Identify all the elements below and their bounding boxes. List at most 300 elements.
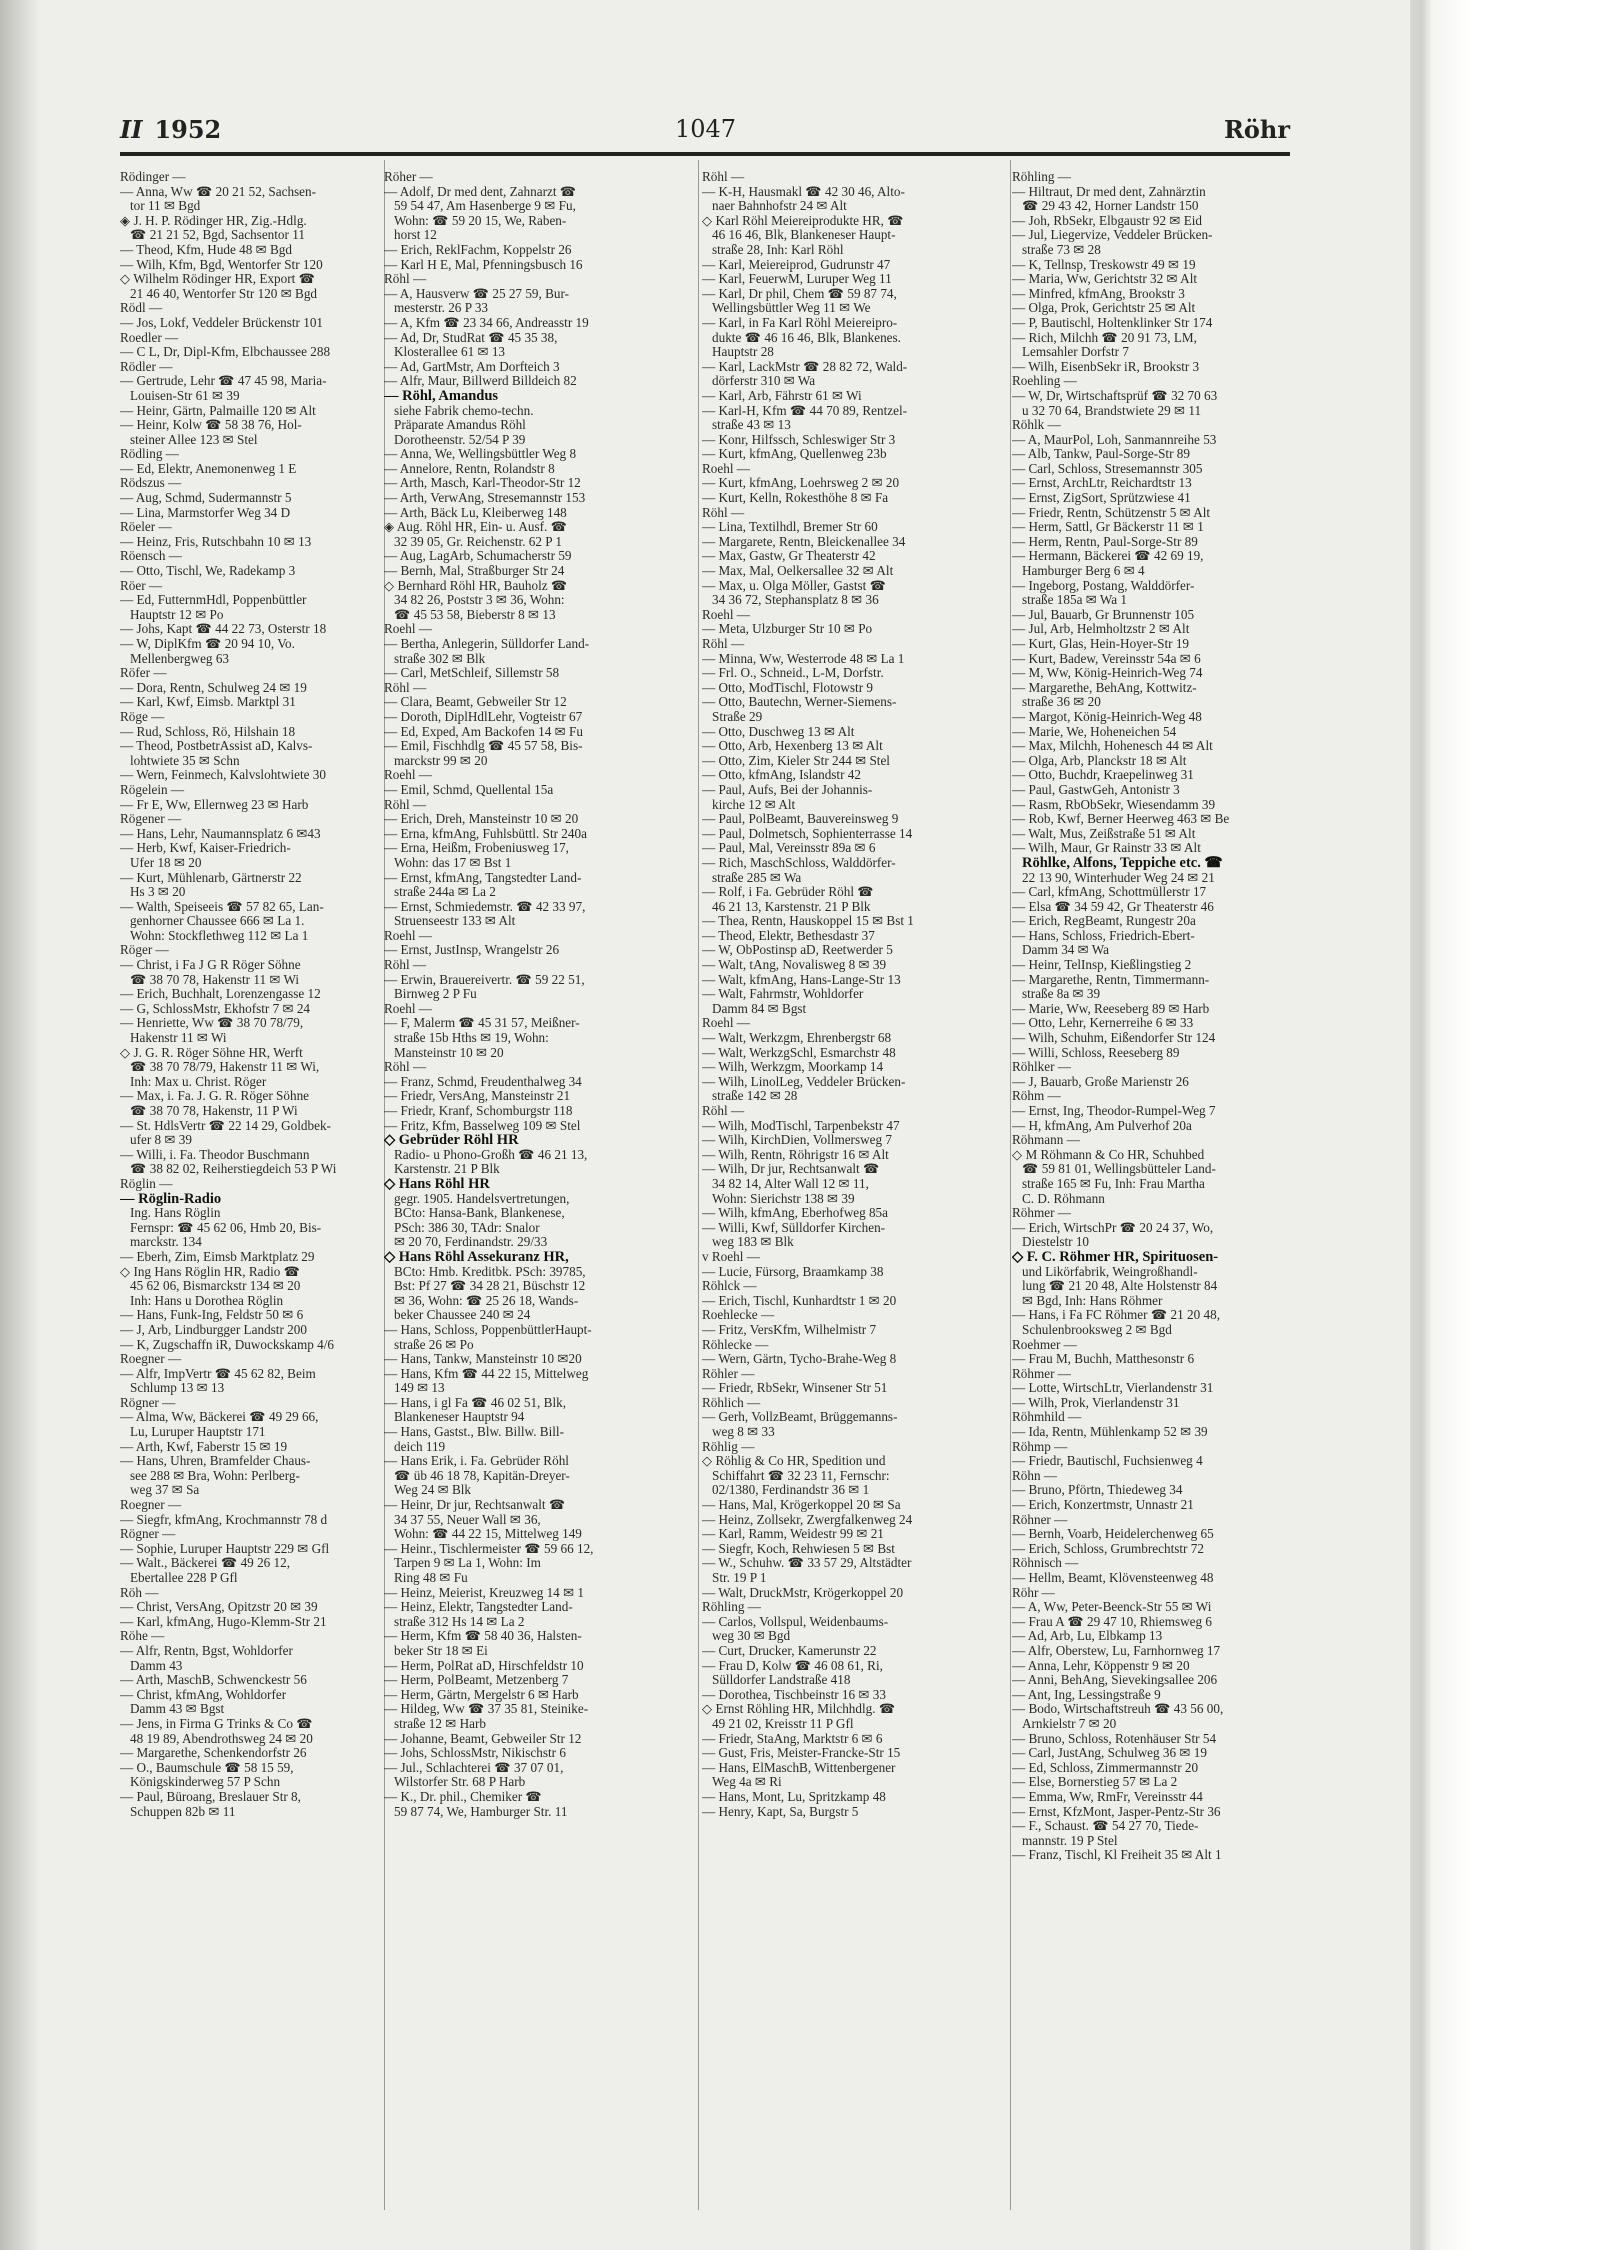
directory-entry-line: Lu, Luruper Hauptstr 171 [130, 1425, 266, 1440]
directory-entry-line: — Carl, kfmAng, Schottmüllerstr 17 [1012, 885, 1207, 900]
directory-entry-line: — Otto, Bautechn, Werner-Siemens- [702, 695, 897, 710]
directory-entry-line: Röhlke, Alfons, Teppiche etc. ☎ [1022, 855, 1223, 871]
directory-entry-line: — Max, i. Fa. J. G. R. Röger Söhne [120, 1089, 310, 1104]
directory-entry-line: ◇ Ing Hans Röglin HR, Radio ☎ [120, 1264, 301, 1279]
directory-entry-line: — Herm, Sattl, Gr Bäckerstr 11 ✉ 1 [1012, 520, 1204, 535]
directory-entry-line: — Hans, Mont, Lu, Spritzkamp 48 [702, 1789, 886, 1804]
surname-heading: Roehl — [702, 461, 750, 476]
directory-entry-line: kirche 12 ✉ Alt [712, 797, 796, 812]
directory-entry-line: 34 82 26, Poststr 3 ✉ 36, Wohn: [394, 593, 565, 608]
directory-entry-line: straße 312 Hs 14 ✉ La 2 [394, 1614, 525, 1629]
surname-heading: Rödinger — [120, 170, 186, 184]
directory-entry-line: — Karl, Ramm, Weidestr 99 ✉ 21 [702, 1527, 884, 1542]
directory-entry-line: — Friedr, Kranf, Schomburgstr 118 [384, 1104, 573, 1118]
surname-heading: Roehl — [384, 768, 432, 783]
directory-entry-line: — Wilh, ModTischl, Tarpenbekstr 47 [702, 1118, 900, 1133]
directory-entry-line: Damm 84 ✉ Bgst [712, 1001, 807, 1016]
directory-entry-line: — Fr E, Ww, Ellernweg 23 ✉ Harb [120, 797, 309, 812]
directory-entry-line: — Ernst, kfmAng, Tangstedter Land- [384, 870, 582, 885]
directory-entry-line: straße 8a ✉ 39 [1022, 987, 1101, 1002]
directory-entry-line: gegr. 1905. Handelsvertretungen, [394, 1191, 570, 1206]
directory-entry-line: Mellenbergweg 63 [130, 651, 230, 666]
directory-entry-line: Hakenstr 11 ✉ Wi [130, 1031, 227, 1046]
directory-entry-line: — W, DiplKfm ☎ 20 94 10, Vo. [120, 637, 295, 651]
directory-entry-line: — Wilh, Prok, Vierlandenstr 31 [1012, 1395, 1180, 1410]
directory-entry-line: — Jul., Schlachterei ☎ 37 07 01, [384, 1760, 564, 1775]
directory-entry-line: Ufer 18 ✉ 20 [130, 855, 202, 870]
directory-entry-line: Schuppen 82b ✉ 11 [130, 1804, 236, 1819]
directory-entry-line: ☎ 38 70 78, Hakenstr 11 ✉ Wi [130, 972, 300, 987]
directory-entry-line: — Ad, GartMstr, Am Dorfteich 3 [384, 359, 560, 374]
directory-entry-line: — Lucie, Fürsorg, Braamkamp 38 [702, 1264, 884, 1279]
directory-entry-line: und Likörfabrik, Weingroßhandl- [1022, 1264, 1198, 1279]
directory-entry-line: Ing. Hans Röglin [130, 1206, 221, 1221]
directory-entry-line: — W, ObPostinsp aD, Reetwerder 5 [702, 943, 893, 958]
directory-entry-line: — Johs, Kapt ☎ 44 22 73, Osterstr 18 [120, 622, 327, 637]
surname-heading: Röhl — [702, 1104, 745, 1118]
directory-entry-line: — Franz, Schmd, Freudenthalweg 34 [384, 1074, 582, 1089]
directory-entry-line: — Willi, Schloss, Reeseberg 89 [1012, 1045, 1180, 1060]
directory-entry-line: — Hans, i Fa FC Röhmer ☎ 21 20 48, [1012, 1308, 1221, 1323]
surname-heading: Roehl — [384, 928, 432, 943]
directory-entry-line: mesterstr. 26 P 33 [394, 301, 489, 316]
directory-entry-line: — Meta, Ulzburger Str 10 ✉ Po [702, 622, 873, 637]
directory-entry-line: — Karl, LackMstr ☎ 28 82 72, Wald- [702, 359, 908, 374]
directory-entry-line: — Siegfr, kfmAng, Krochmannstr 78 d [120, 1512, 328, 1527]
directory-entry-line: Damm 34 ✉ Wa [1022, 943, 1110, 958]
directory-entry-line: — Paul, Büroang, Breslauer Str 8, [120, 1789, 301, 1804]
directory-entry-line: ☎ 38 70 78, Hakenstr, 11 P Wi [130, 1104, 298, 1118]
directory-entry-line: — Hans, Schloss, PoppenbüttlerHaupt- [384, 1322, 592, 1337]
directory-entry-line: — Hans, Kfm ☎ 44 22 15, Mittelweg [384, 1366, 589, 1381]
directory-entry-line: — Karl, in Fa Karl Röhl Meiereipro- [702, 315, 898, 330]
directory-entry-line: — Heinz, Elektr, Tangstedter Land- [384, 1600, 573, 1615]
directory-entry-line: straße 73 ✉ 28 [1022, 242, 1101, 257]
directory-entry-line: — Alfr, ImpVertr ☎ 45 62 82, Beim [120, 1366, 316, 1381]
directory-entry-line: ◇ Ernst Röhling HR, Milchhdlg. ☎ [702, 1702, 896, 1717]
directory-entry-line: — Ed, Schloss, Zimmermannstr 20 [1012, 1760, 1199, 1775]
directory-entry-line: — W., Schuhw. ☎ 33 57 29, Altstädter [702, 1556, 912, 1571]
directory-entry-line: Wilstorfer Str. 68 P Harb [394, 1775, 526, 1790]
surname-heading: Rödling — [120, 447, 179, 462]
directory-entry-line: — Erna, kfmAng, Fuhlsbüttl. Str 240a [384, 826, 587, 841]
directory-entry-line: — Rolf, i Fa. Gebrüder Röhl ☎ [702, 885, 874, 900]
directory-entry-line: genhorner Chaussee 666 ✉ La 1. [130, 914, 305, 929]
directory-entry-line: — Christ, kfmAng, Wohldorfer [120, 1687, 287, 1702]
directory-entry-line: — Walt, Mus, Zeißstraße 51 ✉ Alt [1012, 826, 1196, 841]
surname-heading: Röhling — [1012, 170, 1071, 184]
directory-entry-line: Fernspr: ☎ 45 62 06, Hmb 20, Bis- [130, 1220, 322, 1235]
directory-entry-line: — Otto, ModTischl, Flotowstr 9 [702, 680, 873, 695]
surname-heading: Rödszus — [120, 476, 182, 491]
directory-entry-line: — Johanne, Beamt, Gebweiler Str 12 [384, 1731, 582, 1746]
directory-entry-line: ◈ J. H. P. Rödinger HR, Zig.-Hdlg. [120, 213, 307, 228]
surname-heading: Röhl — [384, 272, 427, 287]
directory-entry-line: — Wilh, Rentn, Röhrigstr 16 ✉ Alt [702, 1147, 889, 1162]
directory-entry-line: — Heinr, TelInsp, Kießlingstieg 2 [1012, 958, 1192, 973]
surname-heading: Röhl — [384, 680, 427, 695]
directory-entry-line: — Röglin-Radio [120, 1191, 222, 1207]
directory-entry-line: — Friedr, Rentn, Schützenstr 5 ✉ Alt [1012, 505, 1211, 520]
directory-entry-line: — Alb, Tankw, Paul-Sorge-Str 89 [1012, 447, 1190, 462]
directory-entry-line: — Erna, Heißm, Frobeniusweg 17, [384, 841, 569, 856]
directory-entry-line: — Herb, Kwf, Kaiser-Friedrich- [120, 841, 291, 856]
directory-column-4 [1012, 170, 1334, 1863]
directory-entry-line: — Hellm, Beamt, Klövensteenweg 48 [1012, 1571, 1214, 1585]
directory-entry-line: — Hans, ElMaschB, Wittenbergener [702, 1760, 896, 1775]
directory-entry-line: — G, SchlossMstr, Ekhofstr 7 ✉ 24 [120, 1001, 311, 1016]
directory-entry-line: — Alfr, Oberstew, Lu, Farnhornweg 17 [1012, 1643, 1221, 1658]
directory-entry-line: — Rich, MaschSchloss, Walddörfer- [702, 855, 896, 870]
surname-heading: Roehl — [702, 1016, 750, 1031]
directory-entry-line: — Alfr, Rentn, Bgst, Wohldorfer [120, 1643, 293, 1658]
directory-entry-line: 49 21 02, Kreisstr 11 P Gfl [712, 1716, 854, 1731]
surname-heading: Röhner — [1012, 1512, 1068, 1527]
directory-entry-line: Arnkielstr 7 ✉ 20 [1022, 1716, 1117, 1731]
directory-entry-line: — Margarethe, BehAng, Kottwitz- [1012, 680, 1197, 695]
directory-entry-line: 45 62 06, Bismarckstr 134 ✉ 20 [130, 1279, 301, 1294]
directory-entry-line: — Christ, VersAng, Opitzstr 20 ✉ 39 [120, 1600, 318, 1615]
directory-entry-line: tor 11 ✉ Bgd [130, 199, 201, 214]
directory-entry-line: — Kurt, Mühlenarb, Gärtnerstr 22 [120, 870, 302, 885]
directory-entry-line: steiner Allee 123 ✉ Stel [130, 432, 258, 447]
directory-entry-line: — K, Zugschaffn iR, Duwockskamp 4/6 [120, 1337, 335, 1352]
directory-entry-line: — Hans, Uhren, Bramfelder Chaus- [120, 1454, 311, 1469]
directory-entry-line: beker Chaussee 240 ✉ 24 [394, 1308, 531, 1323]
directory-entry-line: naer Bahnhofstr 24 ✉ Alt [712, 199, 847, 214]
directory-entry-line: — Hans Erik, i. Fa. Gebrüder Röhl [384, 1454, 569, 1469]
directory-entry-line: — Christ, i Fa J G R Röger Söhne [120, 958, 301, 973]
directory-entry-line: 46 21 13, Karstenstr. 21 P Blk [712, 899, 871, 914]
directory-entry-line: — Herm, PolRat aD, Hirschfeldstr 10 [384, 1658, 584, 1673]
directory-entry-line: ✉ 36, Wohn: ☎ 25 26 18, Wands- [394, 1293, 579, 1308]
directory-entry-line: — Ed, Exped, Am Backofen 14 ✉ Fu [384, 724, 583, 739]
directory-entry-line: — Franz, Tischl, Kl Freiheit 35 ✉ Alt 1 [1012, 1848, 1222, 1863]
directory-entry-line: — Aug, Schmd, Sudermannstr 5 [120, 491, 292, 506]
directory-entry-line: — Hans, Funk-Ing, Feldstr 50 ✉ 6 [120, 1308, 304, 1323]
directory-entry-line: — O., Baumschule ☎ 58 15 59, [120, 1760, 294, 1775]
directory-entry-line: ufer 8 ✉ 39 [130, 1133, 192, 1148]
directory-entry-line: — Arth, Kwf, Faberstr 15 ✉ 19 [120, 1439, 288, 1454]
directory-entry-line: — P, Bautischl, Holtenklinker Str 174 [1012, 315, 1213, 330]
directory-entry-line: — Fritz, Kfm, Basselweg 109 ✉ Stel [384, 1118, 581, 1133]
directory-entry-line: PSch: 386 30, TAdr: Snalor [394, 1220, 540, 1235]
directory-entry-line: — Heinr., Tischlermeister ☎ 59 66 12, [384, 1541, 594, 1556]
directory-entry-line: straße 26 ✉ Po [394, 1337, 474, 1352]
directory-entry-line: Wohn: Stockflethweg 112 ✉ La 1 [130, 928, 309, 943]
directory-entry-line: — Karl, Meiereiprod, Gudrunstr 47 [702, 257, 891, 272]
directory-entry-line: — Karl, FeuerwM, Luruper Weg 11 [702, 272, 892, 287]
directory-entry-line: Blankeneser Hauptstr 94 [394, 1410, 525, 1425]
surname-heading: Rögner — [120, 1395, 176, 1410]
directory-entry-line: — Friedr, StaAng, Marktstr 6 ✉ 6 [702, 1731, 883, 1746]
directory-entry-line: — Paul, GastwGeh, Antonistr 3 [1012, 782, 1180, 797]
page-number: 1047 [675, 115, 737, 143]
directory-entry-line: weg 37 ✉ Sa [130, 1483, 200, 1498]
directory-entry-line: 149 ✉ 13 [394, 1381, 445, 1396]
directory-entry-line: — Hans, Lehr, Naumannsplatz 6 ✉43 [120, 826, 321, 841]
directory-entry-line: — Carl, Schloss, Stresemannstr 305 [1012, 461, 1203, 476]
directory-entry-line: — Erwin, Brauereivertr. ☎ 59 22 51, [384, 972, 585, 987]
directory-entry-line: — Otto, Duschweg 13 ✉ Alt [702, 724, 855, 739]
directory-column-2 [384, 170, 706, 1819]
page-binding-shadow [0, 0, 40, 2250]
directory-entry-line: — Otto, kfmAng, Islandstr 42 [702, 768, 861, 783]
directory-entry-line: — Röhl, Amandus [384, 388, 499, 404]
directory-entry-line: Wohn: ☎ 59 20 15, We, Raben- [394, 213, 567, 228]
surname-heading: Röhmhild — [1012, 1410, 1082, 1425]
directory-entry-line: — Wern, Gärtn, Tycho-Brahe-Weg 8 [702, 1352, 897, 1367]
directory-entry-line: — Doroth, DiplHdlLehr, Vogteistr 67 [384, 709, 583, 724]
directory-entry-line: — Erich, Buchhalt, Lorenzengasse 12 [120, 987, 321, 1002]
surname-heading: Röhlck — [702, 1279, 757, 1294]
directory-entry-line: straße 244a ✉ La 2 [394, 885, 496, 900]
directory-entry-line: — Hans, Schloss, Friedrich-Ebert- [1012, 928, 1195, 943]
directory-entry-line: marckstr. 134 [130, 1235, 202, 1250]
surname-heading: Röhmer — [1012, 1366, 1071, 1381]
directory-entry-line: — Frl. O., Schneid., L-M, Dorfstr. [702, 666, 884, 681]
directory-entry-line: deich 119 [394, 1439, 446, 1454]
directory-entry-line: — Minna, Ww, Westerrode 48 ✉ La 1 [702, 651, 905, 666]
directory-entry-line: Schulenbrooksweg 2 ✉ Bgd [1022, 1322, 1172, 1337]
directory-entry-line: Birnweg 2 P Fu [394, 987, 477, 1002]
directory-entry-line: — Herm, Rentn, Paul-Sorge-Str 89 [1012, 534, 1198, 549]
surname-heading: Roegner — [120, 1498, 182, 1513]
directory-entry-line: — Kurt, Kelln, Rokesthöhe 8 ✉ Fa [702, 491, 889, 506]
directory-entry-line: straße 12 ✉ Harb [394, 1716, 486, 1731]
directory-entry-line: — Walth, Speiseeis ☎ 57 82 65, Lan- [120, 899, 324, 914]
directory-entry-line: — Margot, König-Heinrich-Weg 48 [1012, 709, 1202, 724]
directory-entry-line: Mansteinstr 10 ✉ 20 [394, 1045, 504, 1060]
directory-entry-line: — J, Bauarb, Große Marienstr 26 [1012, 1074, 1189, 1089]
directory-entry-line: — Gust, Fris, Meister-Francke-Str 15 [702, 1746, 901, 1761]
directory-entry-line: — Carl, JustAng, Schulweg 36 ✉ 19 [1012, 1746, 1207, 1761]
directory-entry-line: Damm 43 [130, 1658, 183, 1673]
directory-entry-line: — Maria, Ww, Gerichtstr 32 ✉ Alt [1012, 272, 1198, 287]
directory-entry-line: 46 16 46, Blk, Blankeneser Haupt- [712, 228, 896, 243]
directory-entry-line: — Ida, Rentn, Mühlenkamp 52 ✉ 39 [1012, 1425, 1208, 1440]
directory-entry-line: ◇ Röhlig & Co HR, Spedition und [702, 1454, 886, 1469]
directory-entry-line: — A, Kfm ☎ 23 34 66, Andreasstr 19 [384, 315, 589, 330]
directory-entry-line: 22 13 90, Winterhuder Weg 24 ✉ 21 [1022, 870, 1215, 885]
directory-entry-line: Karstenstr. 21 P Blk [394, 1162, 500, 1177]
directory-entry-line: — Margarete, Rentn, Bleickenallee 34 [702, 534, 906, 549]
directory-entry-line: — Wilh, kfmAng, Eberhofweg 85a [702, 1206, 889, 1221]
directory-entry-line: — Henriette, Ww ☎ 38 70 78/79, [120, 1016, 304, 1031]
directory-entry-line: — M, Ww, König-Heinrich-Weg 74 [1012, 666, 1203, 681]
directory-entry-line: — Walt., Bäckerei ☎ 49 26 12, [120, 1556, 291, 1571]
directory-entry-line: — Theod, PostbetrAssist aD, Kalvs- [120, 739, 313, 754]
directory-entry-line: Tarpen 9 ✉ La 1, Wohn: Im [394, 1556, 541, 1571]
directory-entry-line: — Ernst, ZigSort, Sprützwiese 41 [1012, 491, 1191, 506]
directory-entry-line: — Karl-H, Kfm ☎ 44 70 89, Rentzel- [702, 403, 908, 418]
directory-entry-line: C. D. Röhmann [1022, 1191, 1105, 1206]
directory-entry-line: — Ad, Arb, Lu, Elbkamp 13 [1012, 1629, 1163, 1644]
directory-entry-line: Damm 43 ✉ Bgst [130, 1702, 225, 1717]
surname-heading: Röhl — [384, 797, 427, 812]
directory-entry-line: Hs 3 ✉ 20 [130, 885, 186, 900]
directory-entry-line: — Willi, Kwf, Sülldorfer Kirchen- [702, 1220, 886, 1235]
directory-entry-line: ☎ 21 21 52, Bgd, Sachsentor 11 [130, 228, 305, 243]
directory-entry-line: — Arth, VerwAng, Stresemannstr 153 [384, 491, 586, 506]
directory-entry-line: — Otto, Tischl, We, Radekamp 3 [120, 564, 296, 579]
directory-entry-line: — Ad, Dr, StudRat ☎ 45 35 38, [384, 330, 558, 345]
directory-entry-line: — Margarethe, Rentn, Timmermann- [1012, 972, 1210, 987]
directory-entry-line: — St. HdlsVertr ☎ 22 14 29, Goldbek- [120, 1118, 331, 1133]
surname-heading: Röensch — [120, 549, 182, 564]
directory-entry-line: see 288 ✉ Bra, Wohn: Perlberg- [130, 1468, 300, 1483]
directory-entry-line: — Bruno, Pförtn, Thiedeweg 34 [1012, 1483, 1183, 1498]
directory-entry-line: — Erich, Konzertmstr, Unnastr 21 [1012, 1498, 1194, 1513]
directory-entry-line: ☎ 59 81 01, Wellingsbütteler Land- [1022, 1162, 1216, 1177]
directory-entry-line: — Max, u. Olga Möller, Gastst ☎ [702, 578, 887, 593]
directory-entry-line: Diestelstr 10 [1022, 1235, 1090, 1250]
surname-heading: Röhling — [702, 1600, 761, 1615]
directory-entry-line: — Karl, kfmAng, Hugo-Klemm-Str 21 [120, 1614, 327, 1629]
directory-entry-line: Weg 24 ✉ Blk [394, 1483, 472, 1498]
directory-entry-line: — Lina, Textilhdl, Bremer Str 60 [702, 520, 878, 535]
directory-entry-line: — Wilh, EisenbSekr iR, Brookstr 3 [1012, 359, 1200, 374]
surname-heading: Rögelein — [120, 782, 185, 797]
directory-entry-line: — J, Arb, Lindburgger Landstr 200 [120, 1322, 307, 1337]
directory-entry-line: — Lotte, WirtschLtr, Vierlandenstr 31 [1012, 1381, 1214, 1396]
directory-entry-line: — Jos, Lokf, Veddeler Brückenstr 101 [120, 315, 324, 330]
directory-entry-line: — Emil, Fischhdlg ☎ 45 57 58, Bis- [384, 739, 583, 754]
directory-entry-line: 48 19 89, Abendrothsweg 24 ✉ 20 [130, 1731, 313, 1746]
directory-entry-line: — Ernst, JustInsp, Wrangelstr 26 [384, 943, 560, 958]
surname-heading: Röhe — [120, 1629, 165, 1644]
directory-entry-line: — Heinr, Dr jur, Rechtsanwalt ☎ [384, 1498, 566, 1513]
directory-entry-line: — Otto, Lehr, Kernerreihe 6 ✉ 33 [1012, 1016, 1194, 1031]
directory-entry-line: — Herm, Gärtn, Mergelstr 6 ✉ Harb [384, 1687, 579, 1702]
surname-heading: Röhnisch — [1012, 1556, 1079, 1571]
surname-heading: Röglin — [120, 1176, 173, 1191]
directory-entry-line: 34 82 14, Alter Wall 12 ✉ 11, [712, 1176, 869, 1191]
surname-heading: Röhmann — [1012, 1133, 1080, 1148]
surname-heading: Röhmp — [1012, 1439, 1068, 1454]
directory-entry-line: weg 30 ✉ Bgd [712, 1629, 791, 1644]
directory-entry-line: — Annelore, Rentn, Rolandstr 8 [384, 461, 555, 476]
directory-entry-line: Weg 4a ✉ Ri [712, 1775, 782, 1790]
directory-entry-line: — Heinz, Zollsekr, Zwergfalkenweg 24 [702, 1512, 913, 1527]
directory-entry-line: — Aug, LagArb, Schumacherstr 59 [384, 549, 572, 564]
directory-entry-line: Wohn: ☎ 44 22 15, Mittelweg 149 [394, 1527, 582, 1542]
directory-entry-line: — Curt, Drucker, Kamerunstr 22 [702, 1643, 877, 1658]
directory-entry-line: — Walt, Werkzgm, Ehrenbergstr 68 [702, 1031, 892, 1046]
directory-entry-line: straße 165 ✉ Fu, Inh: Frau Martha [1022, 1176, 1205, 1191]
directory-entry-line: — Jul, Arb, Helmholtzstr 2 ✉ Alt [1012, 622, 1190, 637]
directory-entry-line: — Jul, Liegervize, Veddeler Brücken- [1012, 228, 1213, 243]
surname-heading: Röhlecke — [702, 1337, 769, 1352]
directory-entry-line: 02/1380, Ferdinandstr 36 ✉ 1 [712, 1483, 870, 1498]
directory-entry-line: Straße 29 [712, 709, 763, 724]
directory-entry-line: 59 87 74, We, Hamburger Str. 11 [394, 1804, 568, 1819]
surname-heading: Roehling — [1012, 374, 1077, 389]
directory-entry-line: — Anni, BehAng, Sievekingsallee 206 [1012, 1673, 1218, 1688]
directory-entry-line: — Hans, Tankw, Mansteinstr 10 ✉20 [384, 1352, 582, 1367]
directory-entry-line: — Wilh, KirchDien, Vollmersweg 7 [702, 1133, 892, 1148]
directory-column-3 [702, 170, 1024, 1819]
directory-entry-line: — Erich, Schloss, Grumbrechtstr 72 [1012, 1541, 1204, 1556]
directory-entry-line: BCto: Hansa-Bank, Blankenese, [394, 1206, 565, 1221]
header-rule [120, 152, 1290, 156]
directory-entry-line: weg 8 ✉ 33 [712, 1425, 775, 1440]
directory-entry-line: lohtwiete 35 ✉ Schn [130, 753, 240, 768]
surname-heading: Röhn — [1012, 1468, 1058, 1483]
directory-entry-line: Ebertallee 228 P Gfl [130, 1571, 238, 1585]
directory-entry-line: — Theod, Kfm, Hude 48 ✉ Bgd [120, 242, 292, 257]
directory-entry-line: — Erich, ReklFachm, Koppelstr 26 [384, 242, 572, 257]
directory-entry-line: — Karl, Kwf, Eimsb. Marktpl 31 [120, 695, 296, 710]
surname-heading: Röer — [120, 578, 163, 593]
directory-entry-line: — Theod, Elektr, Bethesdastr 37 [702, 928, 875, 943]
directory-entry-line: — Arth, Bäck Lu, Kleiberweg 148 [384, 505, 567, 520]
directory-entry-line: — Friedr, RbSekr, Winsener Str 51 [702, 1381, 888, 1396]
directory-entry-line: — Thea, Rentn, Hauskoppel 15 ✉ Bst 1 [702, 914, 914, 929]
directory-entry-line: — Fritz, VersKfm, Wilhelmistr 7 [702, 1322, 877, 1337]
surname-heading: Röhl — [702, 170, 745, 184]
directory-entry-line: — Kurt, kfmAng, Loehrsweg 2 ✉ 20 [702, 476, 900, 491]
surname-heading: v Roehl — [702, 1249, 760, 1264]
surname-heading: Röger — [120, 943, 169, 958]
directory-entry-line: — Rich, Milchh ☎ 20 91 73, LM, [1012, 330, 1197, 345]
surname-heading: Röhlich — [702, 1395, 761, 1410]
directory-entry-line: — Hans, Gastst., Blw. Billw. Bill- [384, 1425, 564, 1440]
directory-entry-line: — Wern, Feinmech, Kalvslohtwiete 30 [120, 768, 326, 783]
directory-entry-line: siehe Fabrik chemo-techn. [394, 403, 534, 418]
directory-entry-line: horst 12 [394, 228, 437, 243]
directory-entry-line: straße 43 ✉ 13 [712, 418, 791, 433]
directory-entry-line: — Friedr, Bautischl, Fuchsienweg 4 [1012, 1454, 1203, 1469]
directory-entry-line: — Max, Milchh, Hohenesch 44 ✉ Alt [1012, 739, 1213, 754]
surname-heading: Röhlker — [1012, 1060, 1071, 1075]
directory-entry-line: — Ernst, Schmiedemstr. ☎ 42 33 97, [384, 899, 586, 914]
directory-entry-line: — Olga, Prok, Gerichtstr 25 ✉ Alt [1012, 301, 1196, 316]
directory-entry-line: Präparate Amandus Röhl [394, 418, 526, 433]
directory-entry-line: — Erich, RegBeamt, Rungestr 20a [1012, 914, 1196, 929]
directory-entry-line: ☎ üb 46 18 78, Kapitän-Dreyer- [394, 1468, 570, 1483]
directory-entry-line: — C L, Dr, Dipl-Kfm, Elbchaussee 288 [120, 345, 331, 360]
directory-entry-line: — Sophie, Luruper Hauptstr 229 ✉ Gfl [120, 1541, 330, 1556]
directory-entry-line: straße 36 ✉ 20 [1022, 695, 1101, 710]
header-left [120, 115, 221, 144]
directory-entry-line: — Otto, Arb, Hexenberg 13 ✉ Alt [702, 739, 883, 754]
directory-entry-line: lung ☎ 21 20 48, Alte Holstenstr 84 [1022, 1279, 1218, 1294]
directory-entry-line: Str. 19 P 1 [712, 1571, 767, 1585]
directory-entry-line: — Paul, PolBeamt, Bauvereinsweg 9 [702, 812, 899, 827]
directory-entry-line: — Hildeg, Ww ☎ 37 35 81, Steinike- [384, 1702, 589, 1717]
surname-heading: Röh — [120, 1585, 159, 1600]
directory-entry-line: — Marie, We, Hoheneichen 54 [1012, 724, 1177, 739]
directory-entry-line: — Walt, DruckMstr, Krögerkoppel 20 [702, 1585, 904, 1600]
directory-entry-line: — Marie, Ww, Reeseberg 89 ✉ Harb [1012, 1001, 1210, 1016]
directory-entry-line: — A, Hausverw ☎ 25 27 59, Bur- [384, 286, 570, 301]
directory-entry-line: — Bernh, Mal, Straßburger Str 24 [384, 564, 565, 579]
surname-heading: Röeler — [120, 520, 172, 535]
directory-entry-line: — Henry, Kapt, Sa, Burgstr 5 [702, 1804, 859, 1819]
directory-entry-line: Hamburger Berg 6 ✉ 4 [1022, 564, 1145, 579]
directory-entry-line: — Wilh, Kfm, Bgd, Wentorfer Str 120 [120, 257, 323, 272]
directory-entry-line: straße 28, Inh: Karl Röhl [712, 242, 844, 257]
directory-entry-line: ◇ Gebrüder Röhl HR [384, 1133, 519, 1148]
directory-entry-line: dukte ☎ 46 16 46, Blk, Blankenes. [712, 330, 901, 345]
directory-entry-line: — Wilh, Dr jur, Rechtsanwalt ☎ [702, 1162, 880, 1177]
directory-entry-line: — Dora, Rentn, Schulweg 24 ✉ 19 [120, 680, 307, 695]
directory-entry-line: ◇ Wilhelm Rödinger HR, Export ☎ [120, 272, 316, 287]
directory-entry-line: — Hiltraut, Dr med dent, Zahnärztin [1012, 184, 1206, 199]
directory-entry-line: beker Str 18 ✉ Ei [394, 1643, 488, 1658]
directory-entry-line: — Frau D, Kolw ☎ 46 08 61, Ri, [702, 1658, 883, 1673]
